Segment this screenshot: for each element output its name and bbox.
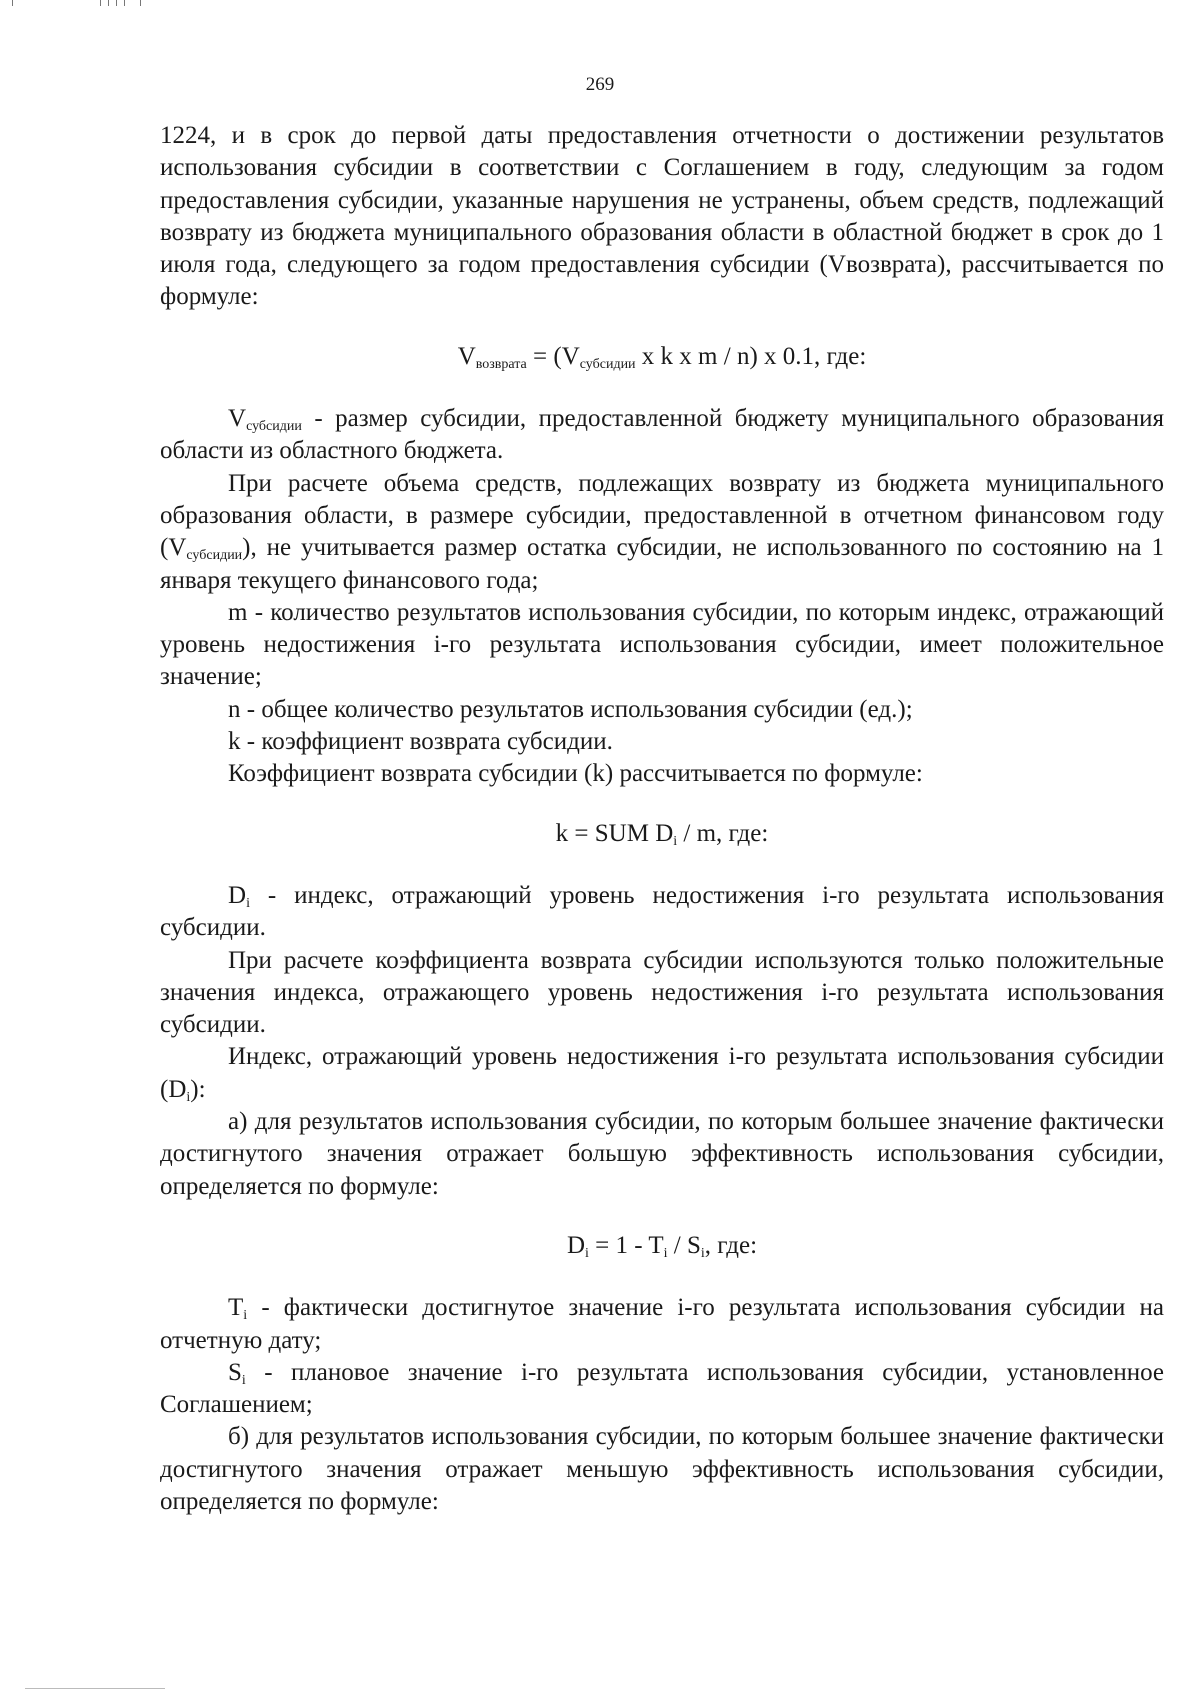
paragraph xyxy=(160,945,1164,1042)
scan-artifact xyxy=(108,0,109,6)
text-run: 1224, и в срок до первой даты предоставления отчетности о достижении результатов использования субсидии в соответствии с Соглашением в году, следующим за годом предоставления субсидии, указанные нарушения не устранены, объем средств, подлежащий возврату из бюджета муниципального образования области в областной бюджет в срок до 1 июля года, следующего за годом предоставления субсидии (Vвозврата), рассчитывается по формуле: xyxy=(160,122,1164,311)
paragraph xyxy=(160,468,1164,597)
page-number: 269 xyxy=(585,74,615,95)
formula xyxy=(160,818,1164,850)
paragraph xyxy=(160,1357,1164,1422)
text-run: - плановое значение i-го результата использования субсидии, установленное Соглашением; xyxy=(160,1358,1164,1419)
text-run: , где: xyxy=(704,1231,758,1259)
text-run: = (V xyxy=(526,342,580,370)
paragraph xyxy=(160,726,1164,758)
paragraph xyxy=(160,880,1164,945)
text-run: б) для результатов использования субсидии, по которым большее значение фактически достигнутого значения отражает меньшую эффективность использования субсидии, определяется по формуле: xyxy=(160,1423,1164,1515)
scan-artifact-line xyxy=(25,1688,165,1689)
subscript: возврата xyxy=(475,356,527,372)
text-run: При расчете объема средств, подлежащих возврату из бюджета муниципального образования области, в размере субсидии, предоставленной в отчетном финансовом году (V xyxy=(160,469,1164,562)
text-run: ), не учитывается размер остатка субсидии, не использованного по состоянию на 1 января текущего финансового года; xyxy=(160,534,1164,594)
text-run: / m, где: xyxy=(677,819,769,847)
text-run: V xyxy=(457,342,476,370)
paragraph xyxy=(160,1421,1164,1518)
text-run: x k x m / n) x 0.1, где: xyxy=(635,342,867,370)
scan-artifact xyxy=(140,0,141,6)
text-run: k = SUM D xyxy=(555,819,674,847)
scan-artifact xyxy=(124,0,125,6)
subscript: i xyxy=(663,1245,668,1261)
scan-artifact xyxy=(12,0,13,6)
text-run: D xyxy=(228,881,247,909)
scan-artifact xyxy=(100,0,101,6)
formula xyxy=(160,341,1164,373)
text-run: = 1 - T xyxy=(588,1231,664,1259)
text-run: Коэффициент возврата субсидии (k) рассчитывается по формуле: xyxy=(228,760,923,788)
text-run: а) для результатов использования субсидии, по которым большее значение фактически достигнутого значения отражает большую эффективность использования субсидии, определяется по формуле: xyxy=(160,1108,1164,1200)
text-run: k - коэффициент возврата субсидии. xyxy=(228,728,613,756)
paragraph xyxy=(160,694,1164,726)
subscript: субсидии xyxy=(186,548,243,564)
text-run: V xyxy=(228,405,247,433)
text-run: - размер субсидии, предоставленной бюджету муниципального образования области из областного бюджета. xyxy=(160,405,1164,465)
paragraph xyxy=(160,120,1164,314)
text-run: S xyxy=(228,1358,242,1386)
text-run: Индекс, отражающий уровень недостижения i-го результата использования субсидии (D xyxy=(160,1043,1164,1103)
paragraph xyxy=(160,1292,1164,1357)
subscript: i xyxy=(585,1245,589,1261)
text-run: D xyxy=(566,1231,585,1259)
subscript: i xyxy=(700,1245,705,1261)
document-body xyxy=(160,120,1164,1518)
subscript: i xyxy=(246,895,250,911)
formula xyxy=(160,1230,1164,1262)
paragraph xyxy=(160,403,1164,468)
paragraph xyxy=(160,1041,1164,1106)
text-run: При расчете коэффициента возврата субсидии используются только положительные значения индекса, отражающего уровень недостижения i-го результата использования субсидии. xyxy=(160,946,1164,1039)
text-run: ): xyxy=(190,1075,206,1103)
text-run: - фактически достигнутое значение i-го результата использования субсидии на отчетную дату; xyxy=(160,1294,1164,1354)
paragraph xyxy=(160,597,1164,694)
subscript: i xyxy=(186,1089,191,1105)
scan-artifact xyxy=(116,0,117,6)
subscript: i xyxy=(243,1308,248,1324)
subscript: субсидии xyxy=(579,356,636,372)
paragraph xyxy=(160,1106,1164,1203)
text-run: T xyxy=(228,1294,244,1322)
subscript: i xyxy=(673,833,678,849)
text-run: / S xyxy=(667,1231,701,1259)
text-run: m - количество результатов использования субсидии, по которым индекс, отражающий уровень недостижения i-го результата использования субсидии, имеет положительное значение; xyxy=(160,598,1164,691)
text-run: n - общее количество результатов использования субсидии (ед.); xyxy=(228,695,913,723)
subscript: i xyxy=(241,1372,246,1388)
text-run: - индекс, отражающий уровень недостижения i-го результата использования субсидии. xyxy=(160,881,1164,942)
paragraph xyxy=(160,758,1164,790)
subscript: субсидии xyxy=(246,419,302,435)
